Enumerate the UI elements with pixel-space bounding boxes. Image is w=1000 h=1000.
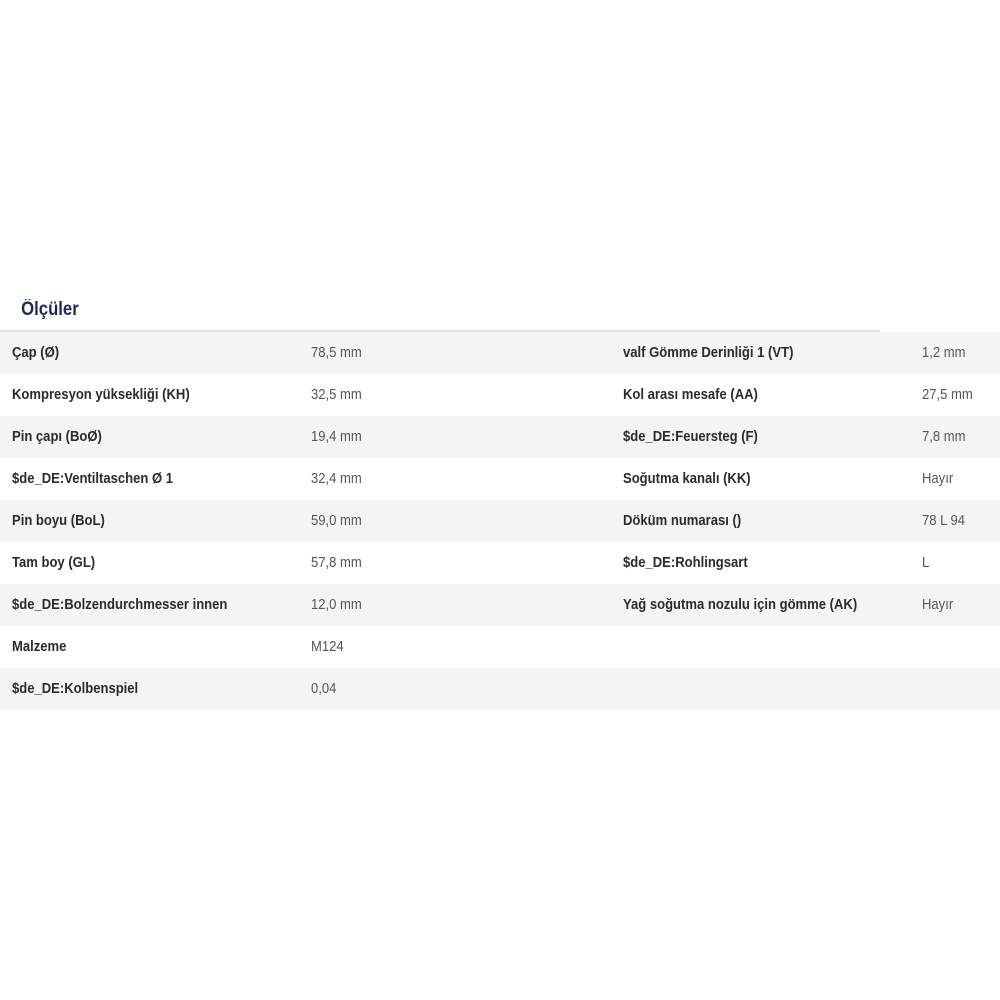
row-label-right: valf Gömme Derinliği 1 (VT) [623, 345, 794, 361]
row-value-left: 59,0 mm [311, 513, 362, 529]
table-row [0, 458, 1000, 500]
row-value-right: Hayır [922, 471, 954, 487]
table-row [0, 542, 1000, 584]
row-label-left: Çap (Ø) [12, 345, 60, 361]
row-value-left: 57,8 mm [311, 555, 362, 571]
row-label-right: Soğutma kanalı (KK) [623, 471, 751, 487]
row-label-left: Pin çapı (BoØ) [12, 429, 102, 445]
table-row [0, 668, 1000, 710]
row-label-right: $de_DE:Rohlingsart [623, 555, 748, 571]
row-value-right: 1,2 mm [922, 345, 966, 361]
row-value-right: 27,5 mm [922, 387, 973, 403]
row-label-right: $de_DE:Feuersteg (F) [623, 429, 758, 445]
row-label-left: Tam boy (GL) [12, 555, 96, 571]
row-label-left: Pin boyu (BoL) [12, 513, 105, 529]
row-label-left: $de_DE:Ventiltaschen Ø 1 [12, 471, 174, 487]
row-label-right: Döküm numarası () [623, 513, 742, 529]
row-value-left: 19,4 mm [311, 429, 362, 445]
dimensions-panel [0, 290, 1000, 710]
row-value-left: M124 [311, 639, 344, 655]
row-value-left: 12,0 mm [311, 597, 362, 613]
row-value-left: 32,4 mm [311, 471, 362, 487]
row-value-left: 32,5 mm [311, 387, 362, 403]
row-label-right: Yağ soğutma nozulu için gömme (AK) [623, 597, 858, 613]
row-value-left: 0,04 [311, 681, 337, 697]
row-label-right: Kol arası mesafe (AA) [623, 387, 758, 403]
table-row [0, 626, 1000, 668]
row-label-left: Kompresyon yüksekliği (KH) [12, 387, 190, 403]
table-row [0, 332, 1000, 374]
table-row [0, 416, 1000, 458]
dimensions-table [0, 332, 1000, 710]
row-value-right: L [922, 555, 930, 571]
row-label-left: $de_DE:Bolzendurchmesser innen [12, 597, 228, 613]
row-value-left: 78,5 mm [311, 345, 362, 361]
row-value-right: Hayır [922, 597, 954, 613]
row-label-left: Malzeme [12, 639, 67, 655]
section-title: Ölçüler [0, 290, 880, 332]
table-row [0, 584, 1000, 626]
row-label-left: $de_DE:Kolbenspiel [12, 681, 139, 697]
table-row [0, 500, 1000, 542]
row-value-right: 78 L 94 [922, 513, 966, 529]
table-row [0, 374, 1000, 416]
row-value-right: 7,8 mm [922, 429, 966, 445]
